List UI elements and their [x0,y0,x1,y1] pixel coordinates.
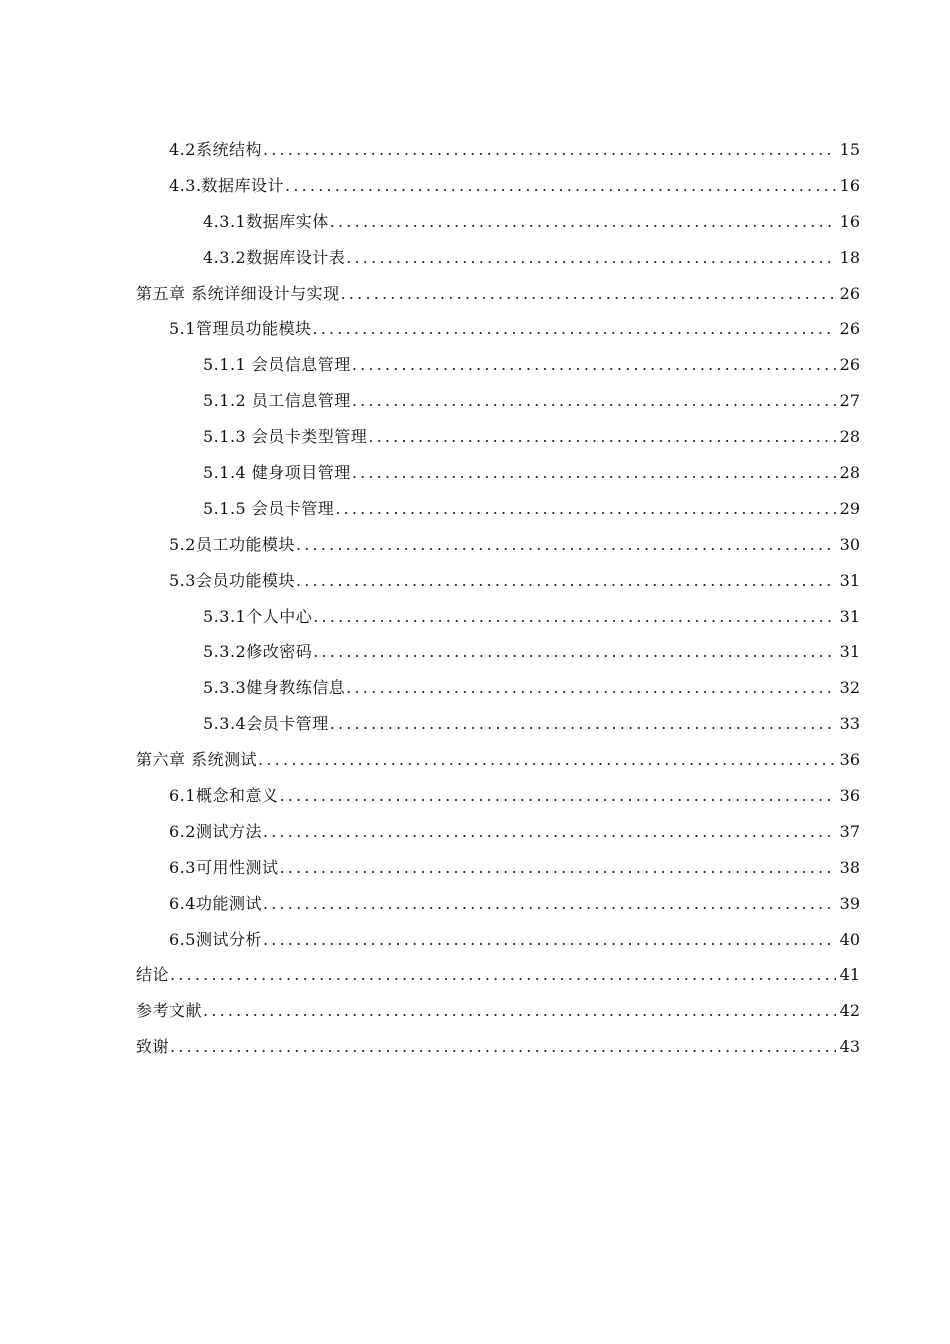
toc-entry-page-number: 28 [839,427,860,447]
toc-dot-leader [346,675,836,701]
toc-entry-title: 5.1.1 会员信息管理 [203,355,351,375]
toc-dot-leader [285,173,836,199]
toc-entry[interactable] [136,209,860,245]
toc-dot-leader [263,819,836,845]
toc-entry[interactable] [136,927,860,963]
toc-dot-leader [279,783,836,809]
toc-entry[interactable] [136,747,860,783]
toc-dot-leader [263,891,836,917]
toc-entry[interactable] [136,639,860,675]
toc-entry-page-number: 36 [839,786,860,806]
toc-entry-title: 6.3可用性测试 [169,857,279,877]
toc-dot-leader [296,568,836,594]
toc-entry-page-number: 18 [839,247,860,267]
toc-entry[interactable] [136,1034,860,1070]
toc-dot-leader [170,1034,836,1060]
toc-entry-page-number: 26 [839,319,860,339]
toc-entry-title: 5.3.1个人中心 [203,606,313,626]
toc-entry-page-number: 39 [839,893,860,913]
toc-dot-leader [346,245,836,271]
toc-entry[interactable] [136,388,860,424]
toc-entry-page-number: 29 [839,498,860,518]
toc-entry[interactable] [136,460,860,496]
toc-entry-title: 5.1管理员功能模块 [169,319,312,339]
toc-entry-page-number: 31 [839,606,860,626]
toc-dot-leader [312,316,836,342]
toc-entry-title: 5.3.4会员卡管理 [203,714,329,734]
toc-entry-title: 4.3.数据库设计 [169,175,285,195]
toc-entry[interactable] [136,137,860,173]
toc-dot-leader [263,137,836,163]
toc-entry[interactable] [136,532,860,568]
toc-entry[interactable] [136,962,860,998]
toc-dot-leader [330,711,836,737]
toc-entry-page-number: 40 [839,929,860,949]
toc-entry[interactable] [136,352,860,388]
toc-entry-title: 5.3.2修改密码 [203,642,313,662]
toc-entry-title: 致谢 [136,1037,170,1057]
toc-entry-title: 5.1.2 员工信息管理 [203,391,351,411]
toc-entry-page-number: 38 [839,857,860,877]
toc-dot-leader [352,460,836,486]
toc-dot-leader [341,281,836,307]
toc-dot-leader [368,424,836,450]
toc-entry-title: 5.1.5 会员卡管理 [203,498,335,518]
toc-entry-title: 参考文献 [136,1001,203,1021]
toc-dot-leader [258,747,836,773]
toc-entry-page-number: 26 [839,283,860,303]
toc-entry[interactable] [136,783,860,819]
toc-entry-title: 4.3.1数据库实体 [203,211,329,231]
toc-entry-page-number: 41 [839,965,860,985]
toc-dot-leader [313,604,836,630]
toc-entry[interactable] [136,316,860,352]
toc-dot-leader [352,352,836,378]
toc-entry-page-number: 31 [839,570,860,590]
toc-entry[interactable] [136,819,860,855]
toc-entry-title: 5.3会员功能模块 [169,570,295,590]
toc-entry-page-number: 37 [839,821,860,841]
toc-entry-title: 第六章 系统测试 [136,750,258,770]
toc-entry-page-number: 31 [839,642,860,662]
toc-entry-page-number: 43 [839,1037,860,1057]
toc-entry-page-number: 16 [839,175,860,195]
toc-entry-page-number: 28 [839,463,860,483]
toc-entry-title: 5.2员工功能模块 [169,534,295,554]
toc-entry-page-number: 36 [839,750,860,770]
toc-entry-title: 6.1概念和意义 [169,786,279,806]
toc-entry[interactable] [136,245,860,281]
toc-entry-page-number: 27 [839,391,860,411]
toc-dot-leader [330,209,836,235]
toc-entry-page-number: 15 [839,140,860,159]
toc-entry-page-number: 16 [839,211,860,231]
toc-entry-title: 5.3.3健身教练信息 [203,678,346,698]
toc-entry-title: 6.2测试方法 [169,821,262,841]
toc-entry[interactable] [136,173,860,209]
toc-entry-page-number: 32 [839,678,860,698]
toc-entry-title: 6.4功能测试 [169,893,262,913]
toc-entry[interactable] [136,281,860,317]
toc-entry[interactable] [136,568,860,604]
toc-entry-page-number: 42 [839,1001,860,1021]
toc-entry[interactable] [136,855,860,891]
toc-dot-leader [296,532,836,558]
toc-dot-leader [313,639,836,665]
toc-entry-title: 第五章 系统详细设计与实现 [136,283,340,303]
toc-entry-title: 4.2系统结构 [169,140,262,159]
toc-entry[interactable] [136,998,860,1034]
toc-dot-leader [203,998,836,1024]
toc-entry-title: 5.1.3 会员卡类型管理 [203,427,368,447]
toc-entry-title: 6.5测试分析 [169,929,262,949]
toc-entry-page-number: 33 [839,714,860,734]
toc-dot-leader [263,927,836,953]
toc-entry[interactable] [136,891,860,927]
toc-entry-title: 结论 [136,965,170,985]
table-of-contents [136,137,860,1070]
toc-entry[interactable] [136,496,860,532]
toc-entry-title: 4.3.2数据库设计表 [203,247,346,267]
toc-dot-leader [335,496,836,522]
toc-entry[interactable] [136,424,860,460]
toc-dot-leader [170,962,836,988]
toc-entry-page-number: 30 [839,534,860,554]
toc-entry[interactable] [136,675,860,711]
toc-entry-page-number: 26 [839,355,860,375]
toc-entry[interactable] [136,711,860,747]
toc-entry-title: 5.1.4 健身项目管理 [203,463,351,483]
toc-dot-leader [352,388,836,414]
toc-dot-leader [279,855,836,881]
toc-entry[interactable] [136,604,860,640]
